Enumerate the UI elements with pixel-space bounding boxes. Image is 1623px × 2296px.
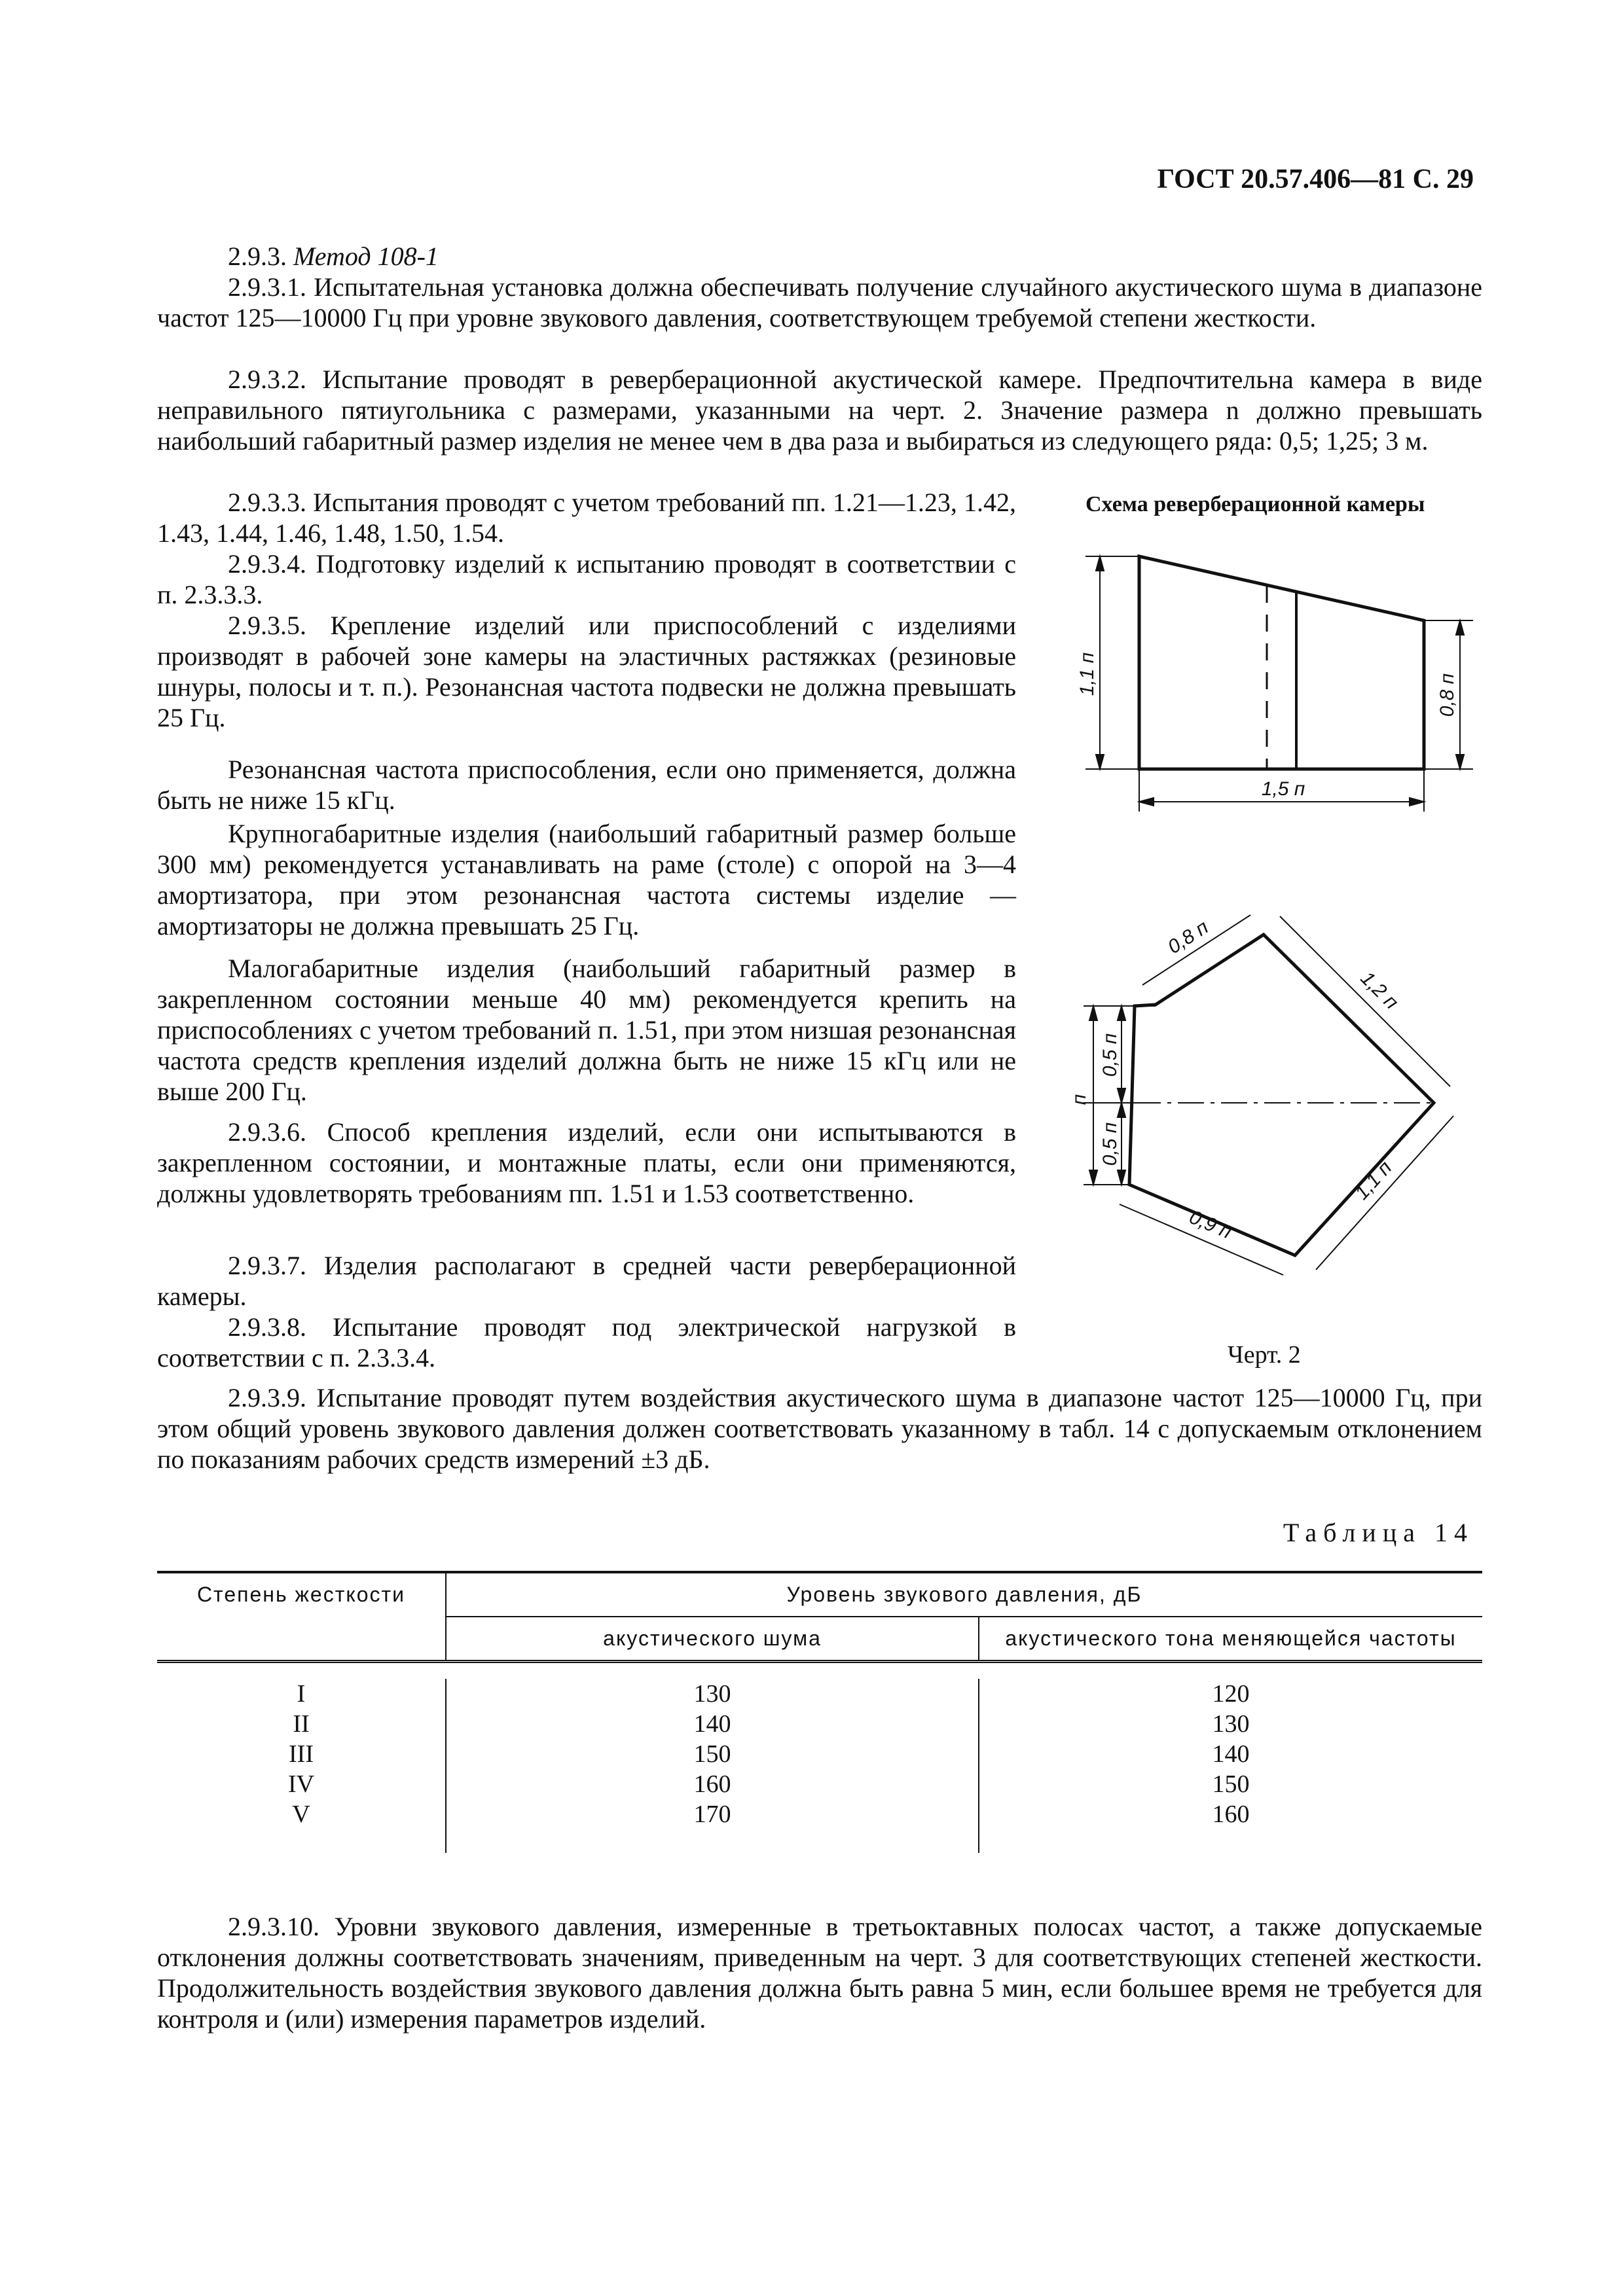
paragraph-2-9-3-5: 2.9.3.5. Крепление изделий или приспособлений с изделиями производят в рабочей зоне камеры на эластичных растяжках (резиновые шнуры, полосы и т. п.). Резонансная частота подвески не должна превышать 25 Гц. bbox=[157, 611, 1016, 732]
dim-bottom: 1,5 п bbox=[1261, 778, 1305, 800]
table-row bbox=[157, 1769, 1482, 1799]
paragraph-2-9-3-7: 2.9.3.7. Изделия располагают в средней части реверберационной камеры. bbox=[157, 1251, 1016, 1311]
dim-pent-upper-right: 1,2 п bbox=[1356, 967, 1402, 1014]
table-title: Таблица 14 bbox=[1283, 1518, 1474, 1547]
dim-side-right: 0,8 п bbox=[1436, 673, 1458, 717]
noise-cell: 150 bbox=[446, 1739, 979, 1769]
noise-cell: 140 bbox=[446, 1709, 979, 1739]
chamber-diagram bbox=[1028, 524, 1499, 1322]
table-row bbox=[157, 1709, 1482, 1739]
table-row bbox=[157, 1739, 1482, 1769]
tone-cell: 130 bbox=[979, 1709, 1482, 1739]
noise-cell: 130 bbox=[446, 1679, 979, 1709]
noise-cell: 160 bbox=[446, 1769, 979, 1799]
noise-cell: 170 bbox=[446, 1799, 979, 1829]
table-body bbox=[157, 1662, 1482, 1854]
paragraph-2-9-3-10: 2.9.3.10. Уровни звукового давления, измеренные в третьоктавных полосах частот, а также допускаемые отклонения должны соответствовать значениям, приведенным на черт. 3 для соответствующих степеней жесткости. Продолжительность воздействия звукового давления должна быть равна 5 мин, если большее время не требуется для контроля и (или) измерения параметров изделий. bbox=[157, 1912, 1482, 2034]
paragraph-resonance-fixture: Резонансная частота приспособления, если оно применяется, должна быть не ниже 15 кГц. bbox=[157, 755, 1016, 815]
page-header: ГОСТ 20.57.406—81 С. 29 bbox=[1157, 164, 1474, 194]
paragraph-2-9-3-3: 2.9.3.3. Испытания проводят с учетом требований пп. 1.21—1.23, 1.42, 1.43, 1.44, 1.46, 1.48, 1.50, 1.54. bbox=[157, 488, 1016, 548]
dim-pent-left-total: п bbox=[1068, 1094, 1090, 1105]
degree-cell: II bbox=[293, 1710, 310, 1738]
table-14 bbox=[157, 1571, 1482, 1853]
tone-cell: 150 bbox=[979, 1769, 1482, 1799]
table-row bbox=[157, 1799, 1482, 1829]
dim-side-left: 1,1 п bbox=[1076, 652, 1098, 696]
dim-pent-lower-right: 1,1 п bbox=[1351, 1157, 1396, 1204]
dim-pent-left-upper: 0,5 п bbox=[1099, 1033, 1121, 1077]
paragraph-2-9-3 bbox=[157, 241, 1482, 272]
degree-cell: IV bbox=[287, 1770, 315, 1798]
tone-cell: 140 bbox=[979, 1739, 1482, 1769]
header-noise: акустического шума bbox=[446, 1617, 979, 1662]
degree-cell: V bbox=[292, 1801, 310, 1828]
paragraph-2-9-3-1: 2.9.3.1. Испытательная установка должна обеспечивать получение случайного акустического шума в диапазоне частот 125—10000 Гц при уровне звукового давления, соответствующем требуемой степени жесткости. bbox=[157, 272, 1482, 332]
header-degree: Степень жесткости bbox=[157, 1572, 446, 1662]
figure-label: Черт. 2 bbox=[1228, 1341, 1301, 1369]
figure-caption: Схема реверберационной камеры bbox=[1085, 492, 1425, 516]
paragraph-2-9-3-8: 2.9.3.8. Испытание проводят под электрической нагрузкой в соответствии с п. 2.3.3.4. bbox=[157, 1312, 1016, 1372]
header-pressure-level: Уровень звукового давления, дБ bbox=[446, 1572, 1482, 1617]
tone-cell: 120 bbox=[979, 1679, 1482, 1709]
paragraph-2-9-3-2: 2.9.3.2. Испытание проводят в реверберационной акустической камере. Предпочтительна камера в виде неправильного пятиугольника с размерами, указанными на черт. 2. Значение размера n должно превышать наибольший габаритный размер изделия не менее чем в два раза и выбираться из следующего ряда: 0,5; 1,25; 3 м. bbox=[157, 365, 1482, 456]
tone-cell: 160 bbox=[979, 1799, 1482, 1829]
paragraph-number: 2.9.3. bbox=[228, 242, 293, 271]
paragraph-2-9-3-6: 2.9.3.6. Способ крепления изделий, если они испытываются в закрепленном состоянии, и монтажные платы, если они применяются, должны удовлетворять требованиям пп. 1.51 и 1.53 соответственно. bbox=[157, 1117, 1016, 1208]
header-tone: акустического тона меняющейся частоты bbox=[979, 1617, 1482, 1662]
table-row bbox=[157, 1679, 1482, 1709]
degree-cell: III bbox=[289, 1740, 314, 1768]
dim-pent-top: 0,8 п bbox=[1163, 916, 1213, 958]
paragraph-large-items: Крупногабаритные изделия (наибольший габаритный размер больше 300 мм) рекомендуется устанавливать на раме (столе) с опорой на 3—4 амортизатора, при этом резонансная частота системы изделие — амортизаторы не должна превышать 25 Гц. bbox=[157, 819, 1016, 941]
side-view-outline bbox=[1139, 556, 1424, 769]
dim-pent-bottom: 0,9 п bbox=[1186, 1206, 1235, 1244]
degree-cell: I bbox=[297, 1680, 306, 1708]
paragraph-small-items: Малогабаритные изделия (наибольший габаритный размер в закрепленном состоянии меньше 40 мм) рекомендуется крепить на приспособлениях с учетом требований п. 1.51, при этом низшая резонансная частота средств крепления изделий должна быть не ниже 15 кГц или не выше 200 Гц. bbox=[157, 954, 1016, 1106]
paragraph-2-9-3-9: 2.9.3.9. Испытание проводят путем воздействия акустического шума в диапазоне частот 125—10000 Гц, при этом общий уровень звукового давления должен соответствовать указанному в табл. 14 с допускаемым отклонением по показаниям рабочих средств измерений ±3 дБ. bbox=[157, 1383, 1482, 1474]
dim-pent-left-lower: 0,5 п bbox=[1099, 1122, 1121, 1166]
pentagon-outline bbox=[1129, 935, 1434, 1255]
method-title: Метод 108-1 bbox=[293, 242, 439, 271]
paragraph-2-9-3-4: 2.9.3.4. Подготовку изделий к испытанию проводят в соответствии с п. 2.3.3.3. bbox=[157, 549, 1016, 609]
